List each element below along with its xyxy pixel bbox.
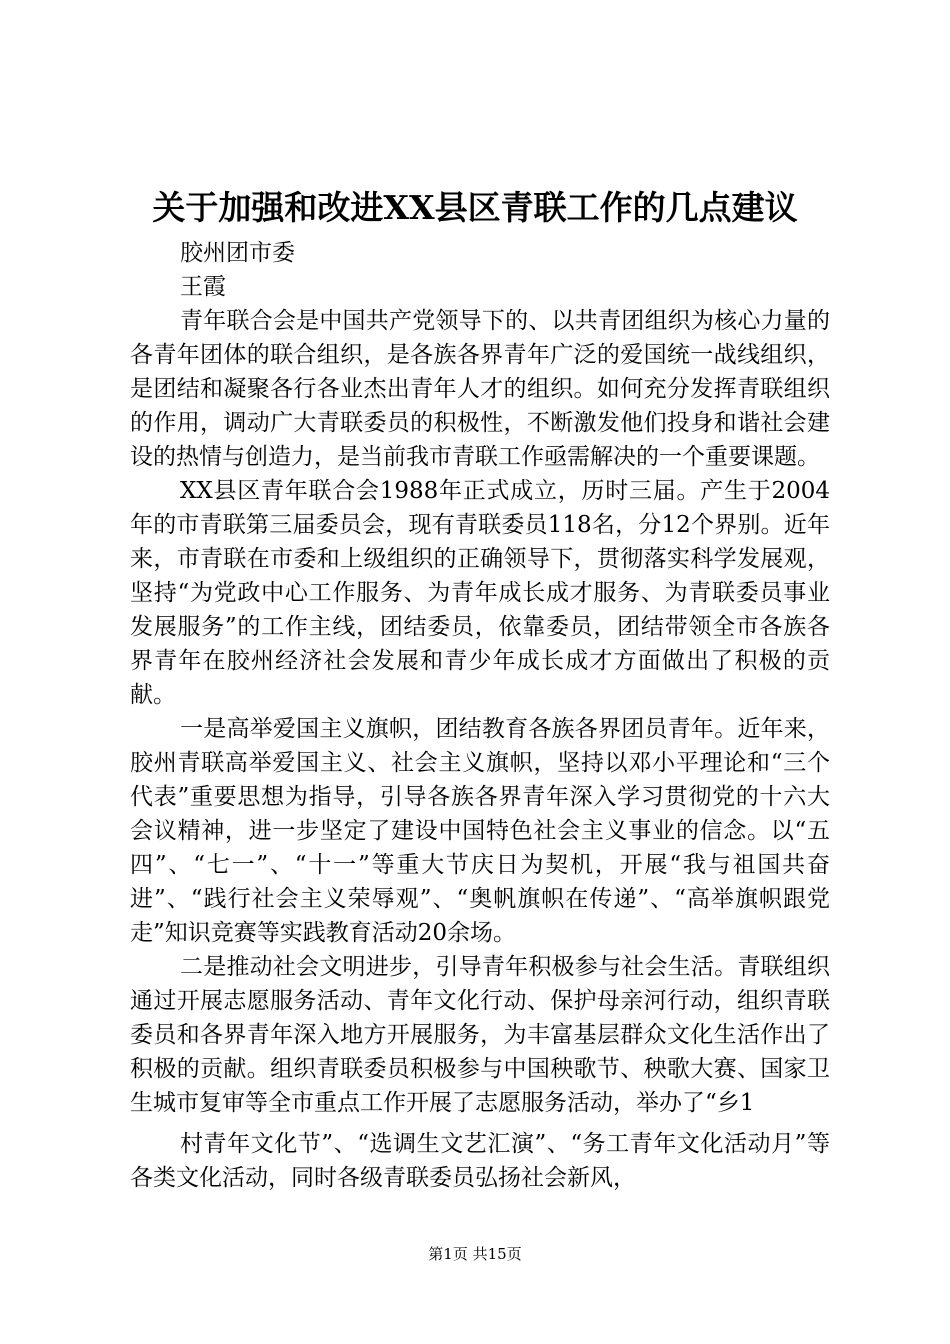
paragraph-continuation: 村青年文化节”、“选调生文艺汇演”、“务工青年文化活动月”等各类文化活动，同时各级青联委员弘扬社会新风， xyxy=(130,1131,830,1191)
organization-line: 胶州团市委 xyxy=(180,240,295,266)
author-line: 王霞 xyxy=(180,274,226,300)
paragraph-point-two: 二是推动社会文明进步，引导青年积极参与社会生活。青联组织通过开展志愿服务活动、青年文化行动、保护母亲河行动，组织青联委员和各界青年深入地方开展服务，为丰富基层群众文化生活作出了积极的贡献。组织青联委员积极参与中国秧歌节、秧歌大赛、国家卫生城市复审等全市重点工作开展了志愿服务活动，举办了“乡1 xyxy=(130,954,830,1116)
paragraph-point-one: 一是高举爱国主义旗帜，团结教育各族各界团员青年。近年来，胶州青联高举爱国主义、社会主义旗帜，坚持以邓小平理论和“三个代表”重要思想为指导，引导各族各界青年深入学习贯彻党的十六大会议精神，进一步坚定了建设中国特色社会主义事业的信念。以“五四”、“七一”、“十一”等重大节庆日为契机，开展“我与祖国共奋进”、“践行社会主义荣辱观”、“奥帆旗帜在传递”、“高举旗帜跟党走”知识竞赛等实践教育活动20余场。 xyxy=(130,716,830,946)
page-number-footer: 第1页 共15页 xyxy=(428,1245,522,1263)
document-title: 关于加强和改进XX县区青联工作的几点建议 xyxy=(152,188,798,227)
paragraph-history: XX县区青年联合会1988年正式成立，历时三届。产生于2004年的市青联第三届委员会，现有青联委员118名，分12个界别。近年来，市青联在市委和上级组织的正确领导下，贯彻落实科学发展观，坚持“为党政中心工作服务、为青年成长成才服务、为青联委员事业发展服务”的工作主线，团结委员，依靠委员，团结带领全市各族各界青年在胶州经济社会发展和青少年成长成才方面做出了积极的贡献。 xyxy=(130,478,830,708)
paragraph-intro: 青年联合会是中国共产党领导下的、以共青团组织为核心力量的各青年团体的联合组织，是各族各界青年广泛的爱国统一战线组织，是团结和凝聚各行各业杰出青年人才的组织。如何充分发挥青联组织的作用，调动广大青联委员的积极性，不断激发他们投身和谐社会建设的热情与创造力，是当前我市青联工作亟需解决的一个重要课题。 xyxy=(130,308,830,470)
document-body xyxy=(130,236,830,1195)
